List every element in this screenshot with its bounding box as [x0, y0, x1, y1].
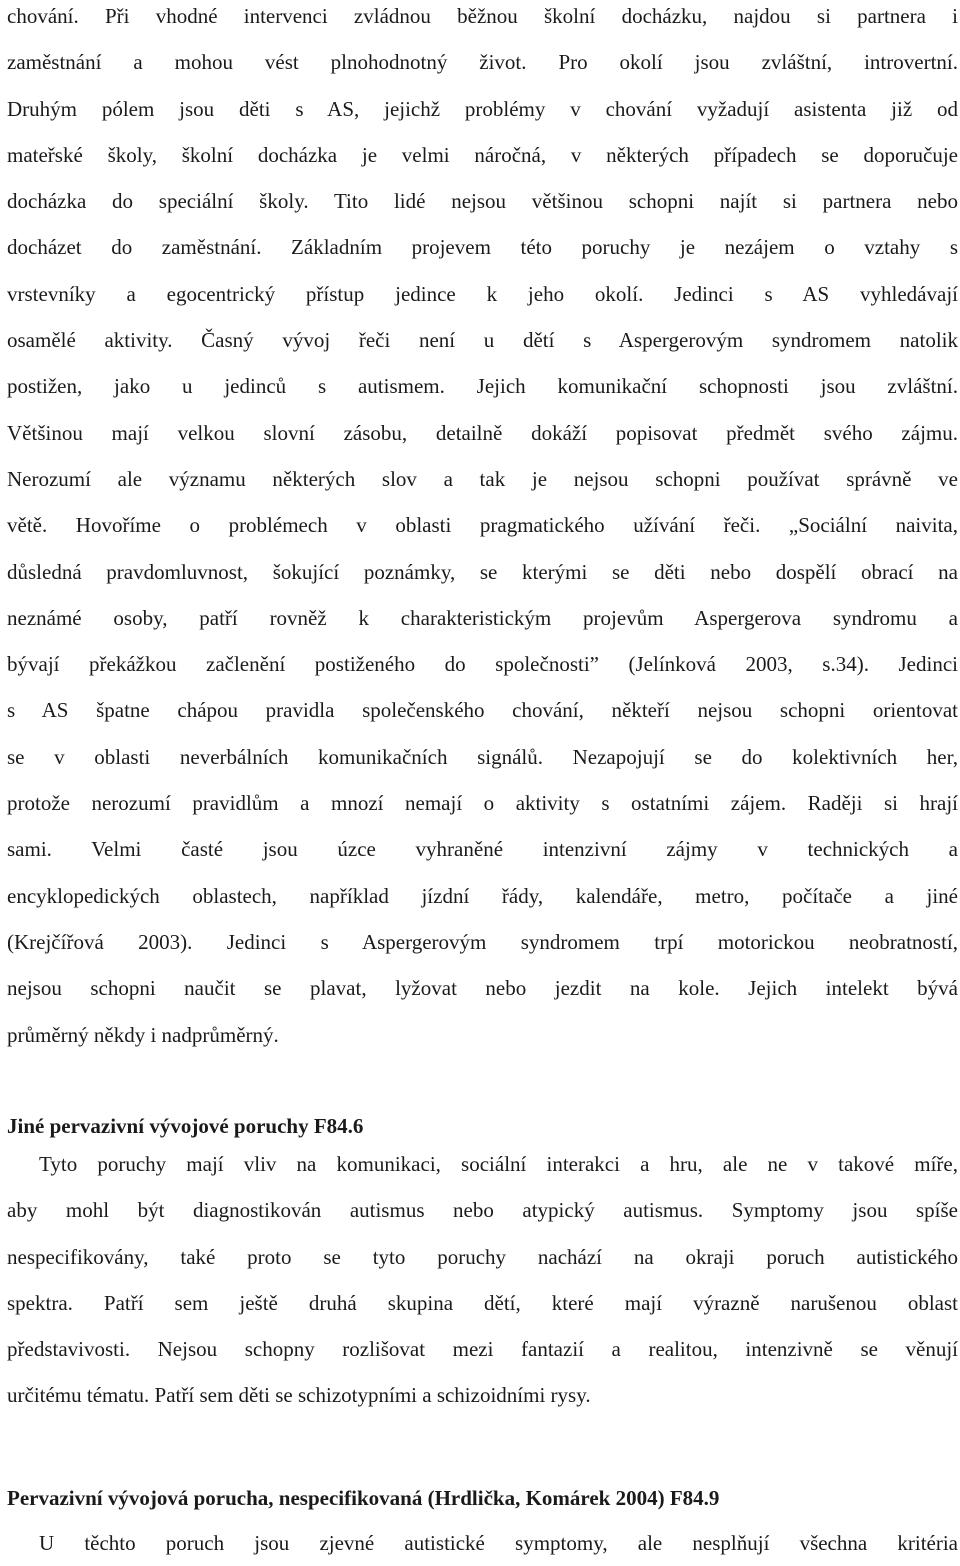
text-line: větě. Hovoříme o problémech v oblasti pragmatického užívání řeči. „Sociální naivita, — [7, 513, 958, 538]
text-line: U těchto poruch jsou zjevné autistické symptomy, ale nesplňují všechna kritéria — [39, 1531, 958, 1555]
text-line: se v oblasti neverbálních komunikačních signálů. Nezapojují se do kolektivních her, — [7, 744, 958, 769]
text-line: sami. Velmi časté jsou úzce vyhraněné intenzivní zájmy v technických a — [7, 837, 958, 862]
text-line: průměrný někdy i nadprůměrný. — [7, 1022, 279, 1047]
text-line: představivosti. Nejsou schopny rozlišovat mezi fantazií a realitou, intenzivně se věnují — [7, 1337, 958, 1362]
section-heading-f84-6: Jiné pervazivní vývojové poruchy F84.6 — [7, 1114, 364, 1138]
text-line: Většinou mají velkou slovní zásobu, detailně dokáží popisovat předmět svého zájmu. — [7, 420, 958, 445]
paragraph-other-pervasive — [7, 1141, 958, 1419]
text-line: určitému tématu. Patří sem děti se schizotypními a schizoidními rysy. — [7, 1383, 591, 1408]
section-heading-f84-9: Pervazivní vývojová porucha, nespecifikovaná (Hrdlička, Komárek 2004) F84.9 — [7, 1486, 720, 1510]
text-line: nejsou schopni naučit se plavat, lyžovat nebo jezdit na kole. Jejich intelekt bývá — [7, 976, 958, 1001]
text-line: postižen, jako u jedinců s autismem. Jejich komunikační schopnosti jsou zvláštní. — [7, 374, 958, 399]
paragraph-unspecified — [7, 1520, 958, 1566]
text-line: docházka do speciální školy. Tito lidé nejsou většinou schopni najít si partnera nebo — [7, 189, 958, 214]
text-line: důsledná pravdomluvnost, šokující poznámky, se kterými se děti nebo dospělí obrací na — [7, 559, 958, 584]
text-line: mateřské školy, školní docházka je velmi náročná, v některých případech se doporučuje — [7, 142, 958, 167]
text-line: s AS špatne chápou pravidla společenského chování, někteří nejsou schopni orientovat — [7, 698, 958, 723]
text-line: chování. Při vhodné intervenci zvládnou běžnou školní docházku, najdou si partnera i — [7, 4, 958, 28]
text-line: docházet do zaměstnání. Základním projevem této poruchy je nezájem o vztahy s — [7, 235, 958, 260]
text-line: Nerozumí ale významu některých slov a tak je nejsou schopni používat správně ve — [7, 466, 958, 491]
text-line: (Krejčířová 2003). Jedinci s Aspergerovým syndromem trpí motorickou neobratností, — [7, 929, 958, 954]
text-line: nespecifikovány, také proto se tyto poruchy nachází na okraji poruch autistického — [7, 1244, 958, 1269]
text-line: vrstevníky a egocentrický přístup jedince k jeho okolí. Jedinci s AS vyhledávají — [7, 281, 958, 306]
text-line: protože nerozumí pravidlům a mnozí nemají o aktivity s ostatními zájem. Raději si hrají — [7, 791, 958, 816]
text-line: Druhým pólem jsou děti s AS, jejichž problémy v chování vyžadují asistenta již od — [7, 96, 958, 121]
text-line: neznámé osoby, patří rovněž k charakteristickým projevům Aspergerova syndromu a — [7, 605, 958, 630]
text-line: spektra. Patří sem ještě druhá skupina dětí, které mají výrazně narušenou oblast — [7, 1290, 958, 1315]
paragraph-asperger — [7, 0, 958, 1058]
text-line: osamělé aktivity. Časný vývoj řeči není u dětí s Aspergerovým syndromem natolik — [7, 328, 958, 353]
text-line: zaměstnání a mohou vést plnohodnotný život. Pro okolí jsou zvláštní, introvertní. — [7, 50, 958, 75]
text-line: aby mohl být diagnostikován autismus nebo atypický autismus. Symptomy jsou spíše — [7, 1198, 958, 1223]
text-line: bývají překážkou začlenění postiženého do společnosti” (Jelínková 2003, s.34). Jedinci — [7, 652, 958, 677]
text-line: encyklopedických oblastech, například jízdní řády, kalendáře, metro, počítače a jiné — [7, 883, 958, 908]
text-line: Tyto poruchy mají vliv na komunikaci, sociální interakci a hru, ale ne v takové míře, — [39, 1152, 958, 1176]
